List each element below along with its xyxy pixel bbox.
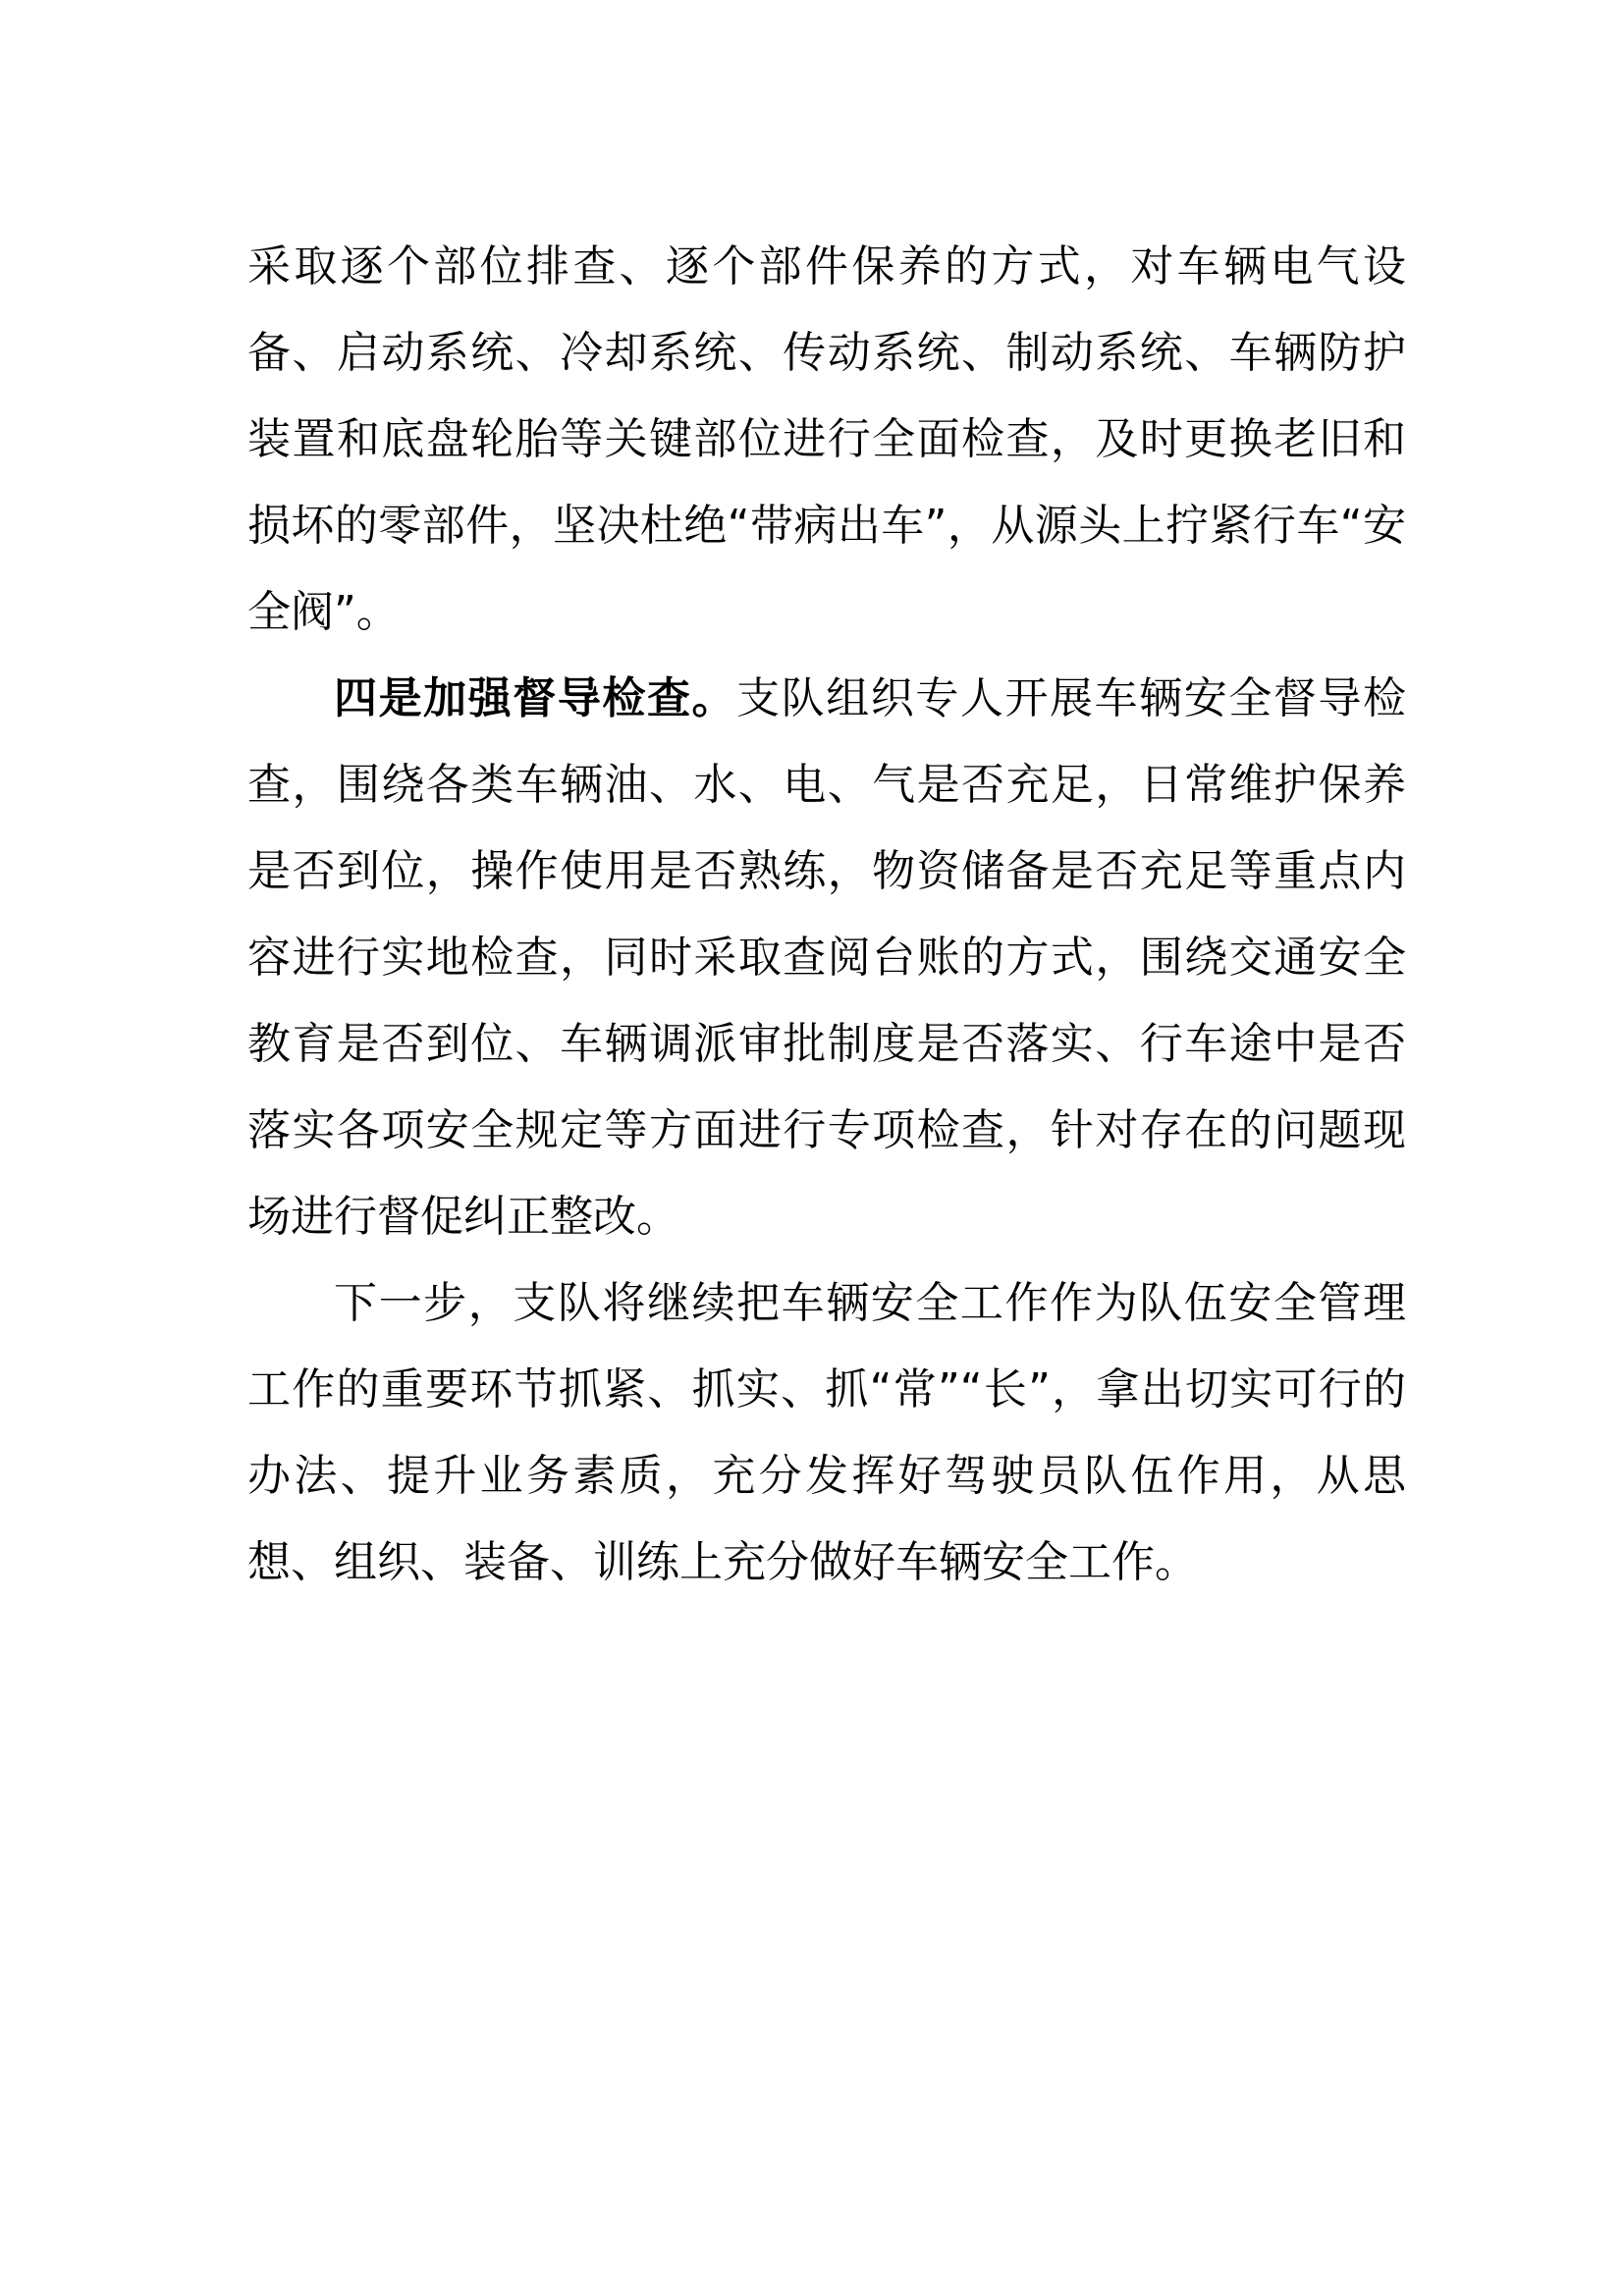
paragraph-supervision bbox=[247, 656, 1406, 1260]
document-body bbox=[247, 224, 1406, 1606]
paragraph-lead: 四是加强督导检查。 bbox=[334, 673, 737, 723]
paragraph-continuation bbox=[247, 224, 1406, 656]
paragraph-text: 下一步，支队将继续把车辆安全工作作为队伍安全管理工作的重要环节抓紧、抓实、抓“常”“长”，拿出切实可行的办法、提升业务素质，充分发挥好驾驶员队伍作用，从思想、组织、装备、训练上充分做好车辆安全工作。 bbox=[247, 1278, 1406, 1587]
paragraph-next-step bbox=[247, 1260, 1406, 1606]
paragraph-text: 采取逐个部位排查、逐个部件保养的方式，对车辆电气设备、启动系统、冷却系统、传动系统、制动系统、车辆防护装置和底盘轮胎等关键部位进行全面检查，及时更换老旧和损坏的零部件，坚决杜绝“带病出车”，从源头上拧紧行车“安全阀”。 bbox=[247, 241, 1406, 637]
paragraph-text: 支队组织专人开展车辆安全督导检查，围绕各类车辆油、水、电、气是否充足，日常维护保养是否到位，操作使用是否熟练，物资储备是否充足等重点内容进行实地检查，同时采取查阅台账的方式，围绕交通安全教育是否到位、车辆调派审批制度是否落实、行车途中是否落实各项安全规定等方面进行专项检查，针对存在的问题现场进行督促纠正整改。 bbox=[247, 673, 1407, 1242]
